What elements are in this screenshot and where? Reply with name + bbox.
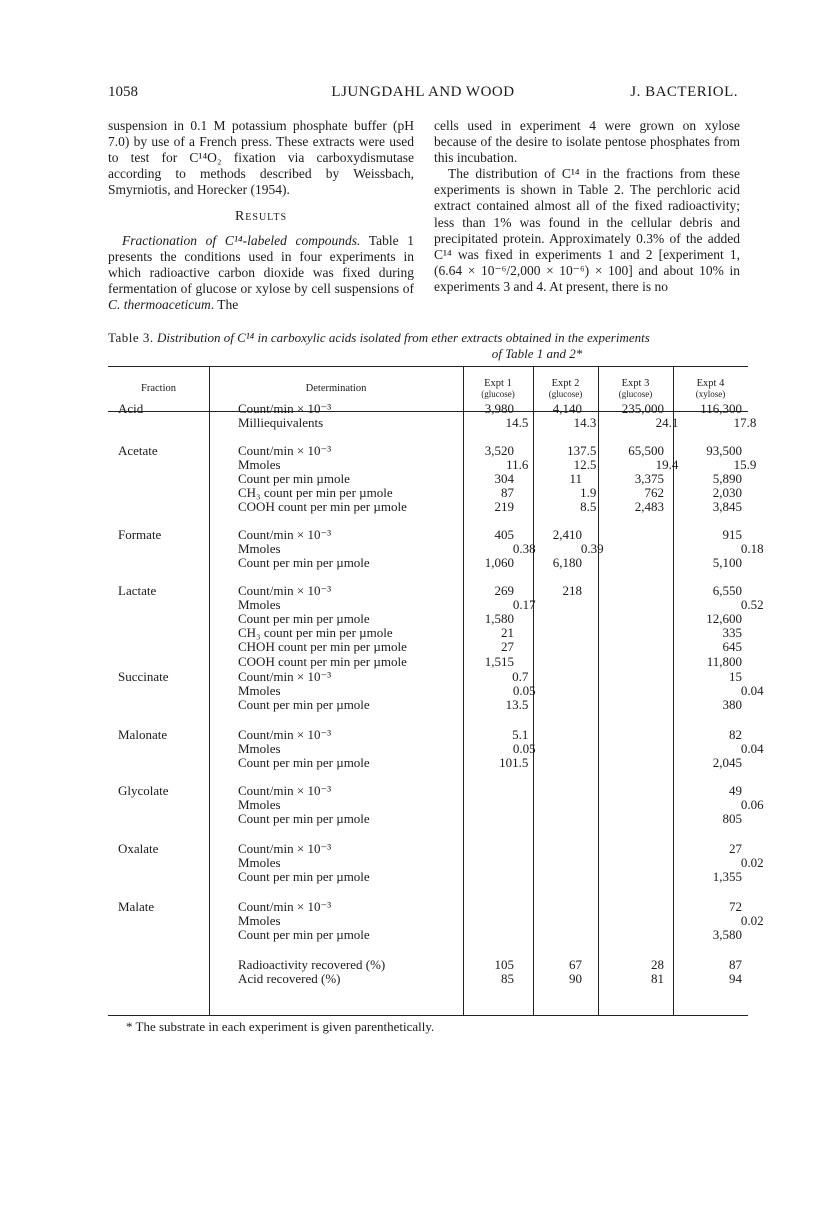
table-cell-expt-2: 67 bbox=[569, 957, 582, 972]
fraction-label: Glycolate bbox=[118, 783, 169, 798]
determination-label: Count per min per µmole bbox=[238, 869, 370, 885]
table-cell-expt-1: 27 bbox=[501, 639, 514, 655]
table-cell-expt-4: 0.02 bbox=[740, 855, 764, 871]
table-cell-expt-1: 11.6 bbox=[506, 457, 529, 473]
table-cell-expt-1: 0.38 bbox=[512, 541, 536, 557]
table-cell-expt-4: 0.04 bbox=[740, 741, 764, 757]
caption-line-1: Distribution of C¹⁴ in carboxylic acids isolated from ether extracts obtained in the experiments bbox=[156, 330, 650, 345]
data-table bbox=[108, 366, 764, 1016]
table-cell-expt-3: 81 bbox=[651, 971, 664, 987]
table-cell-expt-1: 5.1 bbox=[512, 727, 529, 742]
table-cell-expt-1: 1,060 bbox=[484, 555, 514, 571]
table-cell-expt-4: 335 bbox=[722, 625, 742, 641]
table-cell-expt-4: 15.9 bbox=[733, 457, 757, 473]
determination-label: Count per min per µmole bbox=[238, 755, 370, 771]
right-paragraph-1: cells used in experiment 4 were grown on xylose because of the desire to isolate pentose phosphates from this incubation. bbox=[434, 118, 740, 166]
running-header bbox=[108, 84, 738, 104]
table-cell-expt-4: 1,355 bbox=[712, 869, 742, 885]
fraction-label: Acetate bbox=[118, 443, 158, 458]
determination-label: Count/min × 10⁻³ bbox=[238, 783, 332, 798]
table-cell-expt-3: 19.4 bbox=[655, 457, 679, 473]
determination-label: Count/min × 10⁻³ bbox=[238, 899, 332, 914]
table-cell-expt-1: 0.05 bbox=[512, 683, 536, 699]
header-fraction-text: Fraction bbox=[141, 383, 176, 395]
table-cell-expt-2: 137.5 bbox=[567, 443, 597, 458]
table-cell-expt-1: 0.17 bbox=[512, 597, 536, 613]
table-cell-expt-3: 2,483 bbox=[634, 499, 664, 515]
table-cell-expt-1: 269 bbox=[494, 583, 514, 598]
determination-label: Count per min µmole bbox=[238, 471, 350, 487]
left-paragraph-1: suspension in 0.1 M potassium phosphate buffer (pH 7.0) by use of a French press. These extracts were used to test for C¹⁴O₂ fixation via carboxydismutase according to methods described by Weissbach, Smyrniotis, and Horecker (1954). bbox=[108, 118, 414, 198]
table-cell-expt-4: 17.8 bbox=[733, 415, 757, 431]
table-cell-expt-1: 101.5 bbox=[499, 755, 529, 771]
table-cell-expt-1: 87 bbox=[501, 485, 514, 501]
paragraph-end: . The bbox=[210, 296, 239, 312]
determination-label: Count per min per µmole bbox=[238, 811, 370, 827]
right-paragraph-2: The distribution of C¹⁴ in the fractions from these experiments is shown in Table 2. The perchloric acid extract contained almost all of the fixed radioactivity; less than 1% was found in the cellular debris and precipitated protein. Approximately 0.3% of the added C¹⁴ was fixed in experiments 1 and 2 [experiment 1, (6.64 × 10⁻⁶/2,000 × 10⁻⁶) × 100] and about 10% in experiments 3 and 4. At present, there is no bbox=[434, 166, 740, 294]
table-cell-expt-4: 93,500 bbox=[706, 443, 742, 458]
table-cell-expt-4: 82 bbox=[729, 727, 742, 742]
table-cell-expt-4: 5,100 bbox=[712, 555, 742, 571]
fraction-label: Acid bbox=[118, 401, 144, 416]
table-cell-expt-1: 13.5 bbox=[505, 697, 529, 713]
table-cell-expt-2: 14.3 bbox=[573, 415, 597, 431]
column-divider bbox=[463, 367, 464, 1015]
table-cell-expt-4: 6,550 bbox=[712, 583, 742, 598]
caption-line-2: of Table 1 and 2* bbox=[491, 345, 583, 361]
left-column bbox=[108, 118, 414, 313]
table-cell-expt-3: 762 bbox=[644, 485, 664, 501]
table-cell-expt-4: 15 bbox=[729, 669, 742, 684]
table-cell-expt-1: 304 bbox=[494, 471, 514, 487]
table-cell-expt-1: 219 bbox=[494, 499, 514, 515]
determination-label: CH₃ count per min per µmole bbox=[238, 485, 393, 501]
determination-label: Mmoles bbox=[238, 683, 281, 699]
table-cell-expt-4: 0.52 bbox=[740, 597, 764, 613]
determination-label: COOH count per min per µmole bbox=[238, 653, 407, 669]
table-cell-expt-4: 645 bbox=[722, 639, 742, 655]
table-cell-expt-1: 0.7 bbox=[512, 669, 529, 684]
determination-label: Count/min × 10⁻³ bbox=[238, 443, 332, 458]
table-cell-expt-3: 65,500 bbox=[628, 443, 664, 458]
determination-label: COOH count per min per µmole bbox=[238, 499, 407, 515]
left-paragraph-2 bbox=[108, 233, 414, 313]
paragraph-run-in-title: Fractionation of C¹⁴-labeled compounds. bbox=[122, 232, 361, 248]
table-cell-expt-1: 105 bbox=[494, 957, 514, 972]
table-cell-expt-2: 12.5 bbox=[573, 457, 597, 473]
table-cell-expt-4: 5,890 bbox=[712, 471, 742, 487]
table-cell-expt-2: 11 bbox=[569, 471, 582, 487]
table-cell-expt-2: 90 bbox=[569, 971, 582, 987]
right-column bbox=[434, 118, 740, 295]
header-expt-3-label: Expt 3 bbox=[621, 377, 650, 389]
table-cell-expt-2: 4,140 bbox=[552, 401, 582, 416]
column-divider bbox=[598, 367, 599, 1015]
table-cell-expt-1: 3,980 bbox=[484, 401, 514, 416]
fraction-label: Malate bbox=[118, 899, 155, 914]
determination-label: Count/min × 10⁻³ bbox=[238, 583, 332, 598]
determination-label: Mmoles bbox=[238, 741, 281, 757]
fraction-label: Formate bbox=[118, 527, 162, 542]
table-cell-expt-4: 3,845 bbox=[712, 499, 742, 515]
determination-label: Mmoles bbox=[238, 457, 281, 473]
table-cell-expt-2: 218 bbox=[562, 583, 582, 598]
header-expt-1-substrate: (glucose) bbox=[481, 389, 515, 399]
table-cell-expt-3: 3,375 bbox=[634, 471, 664, 487]
table-cell-expt-1: 0.05 bbox=[512, 741, 536, 757]
determination-label: CH₃ count per min per µmole bbox=[238, 625, 393, 641]
determination-label: Count per min per µmole bbox=[238, 697, 370, 713]
column-divider bbox=[209, 367, 210, 1015]
header-expt-4-substrate: (xylose) bbox=[695, 389, 726, 399]
table-cell-expt-4: 0.06 bbox=[740, 797, 764, 813]
header-expt-2-label: Expt 2 bbox=[551, 377, 580, 389]
journal-name: J. BACTERIOL. bbox=[630, 84, 738, 100]
table-cell-expt-2: 0.39 bbox=[580, 541, 604, 557]
page-number: 1058 bbox=[108, 84, 138, 100]
determination-label: Count/min × 10⁻³ bbox=[238, 527, 332, 542]
header-expt-2-substrate: (glucose) bbox=[548, 389, 583, 399]
determination-label: Mmoles bbox=[238, 597, 281, 613]
fraction-label: Oxalate bbox=[118, 841, 159, 856]
determination-label: Count/min × 10⁻³ bbox=[238, 727, 332, 742]
table-cell-expt-1: 14.5 bbox=[505, 415, 529, 431]
determination-label: Count/min × 10⁻³ bbox=[238, 401, 332, 416]
determination-label: Mmoles bbox=[238, 913, 281, 929]
species-name: C. thermoaceticum bbox=[108, 296, 211, 312]
table-footnote: * The substrate in each experiment is given parenthetically. bbox=[126, 1019, 435, 1034]
determination-label: Count per min per µmole bbox=[238, 927, 370, 943]
table-cell-expt-4: 49 bbox=[729, 783, 742, 798]
fraction-label: Malonate bbox=[118, 727, 168, 742]
fraction-label: Succinate bbox=[118, 669, 169, 684]
table-cell-expt-4: 0.04 bbox=[740, 683, 764, 699]
table-cell-expt-2: 8.5 bbox=[580, 499, 597, 515]
determination-label: Radioactivity recovered (%) bbox=[238, 957, 386, 972]
header-expt-3-substrate: (glucose) bbox=[618, 389, 653, 399]
table-cell-expt-2: 6,180 bbox=[552, 555, 582, 571]
table-cell-expt-1: 21 bbox=[501, 625, 514, 641]
table-cell-expt-4: 380 bbox=[722, 697, 742, 713]
determination-label: Count/min × 10⁻³ bbox=[238, 669, 332, 684]
determination-label: Acid recovered (%) bbox=[238, 971, 341, 987]
table-cell-expt-4: 0.18 bbox=[740, 541, 764, 557]
determination-label: Count per min per µmole bbox=[238, 611, 370, 627]
table-cell-expt-4: 72 bbox=[729, 899, 742, 914]
table-cell-expt-4: 27 bbox=[729, 841, 742, 856]
table-cell-expt-4: 11,800 bbox=[706, 653, 742, 669]
header-determination-text: Determination bbox=[305, 383, 367, 395]
table-cell-expt-3: 28 bbox=[651, 957, 664, 972]
section-heading-results: Results bbox=[234, 209, 288, 225]
header-expt-1-label: Expt 1 bbox=[484, 377, 512, 389]
table-cell-expt-3: 235,000 bbox=[621, 401, 664, 416]
determination-label: Count per min per µmole bbox=[238, 555, 370, 571]
table-cell-expt-1: 3,520 bbox=[484, 443, 514, 458]
table-cell-expt-4: 12,600 bbox=[706, 611, 742, 627]
table-cell-expt-2: 2,410 bbox=[552, 527, 582, 542]
determination-label: Count/min × 10⁻³ bbox=[238, 841, 332, 856]
determination-label: CHOH count per min per µmole bbox=[238, 639, 407, 655]
table-cell-expt-4: 94 bbox=[729, 971, 742, 987]
table-cell-expt-1: 1,580 bbox=[484, 611, 514, 627]
table-cell-expt-2: 1.9 bbox=[580, 485, 597, 501]
table-cell-expt-4: 3,580 bbox=[712, 927, 742, 943]
paragraph-body: Table 1 presents the conditions used in four experiments in which radioactive carbon dioxide was fixed during fermentation of glucose or xylose by cell suspensions of bbox=[108, 232, 414, 296]
table-cell-expt-4: 87 bbox=[729, 957, 742, 972]
table-cell-expt-1: 405 bbox=[494, 527, 514, 542]
table-cell-expt-1: 85 bbox=[501, 971, 514, 987]
determination-label: Mmoles bbox=[238, 855, 281, 871]
determination-label: Mmoles bbox=[238, 797, 281, 813]
fraction-label: Lactate bbox=[118, 583, 157, 598]
table-label: Table 3. bbox=[108, 330, 154, 345]
table-cell-expt-4: 2,030 bbox=[712, 485, 742, 501]
running-authors: LJUNGDAHL AND WOOD bbox=[331, 84, 515, 100]
determination-label: Mmoles bbox=[238, 541, 281, 557]
table-caption bbox=[108, 330, 746, 361]
table-cell-expt-4: 0.02 bbox=[740, 913, 764, 929]
header-expt-4-label: Expt 4 bbox=[696, 377, 725, 389]
table-cell-expt-4: 915 bbox=[722, 527, 742, 542]
table-cell-expt-1: 1,515 bbox=[484, 653, 514, 669]
determination-label: Milliequivalents bbox=[238, 415, 324, 431]
table-cell-expt-4: 2,045 bbox=[712, 755, 742, 771]
table-cell-expt-3: 24.1 bbox=[655, 415, 679, 431]
table-cell-expt-4: 805 bbox=[722, 811, 742, 827]
table-cell-expt-4: 116,300 bbox=[700, 401, 742, 416]
